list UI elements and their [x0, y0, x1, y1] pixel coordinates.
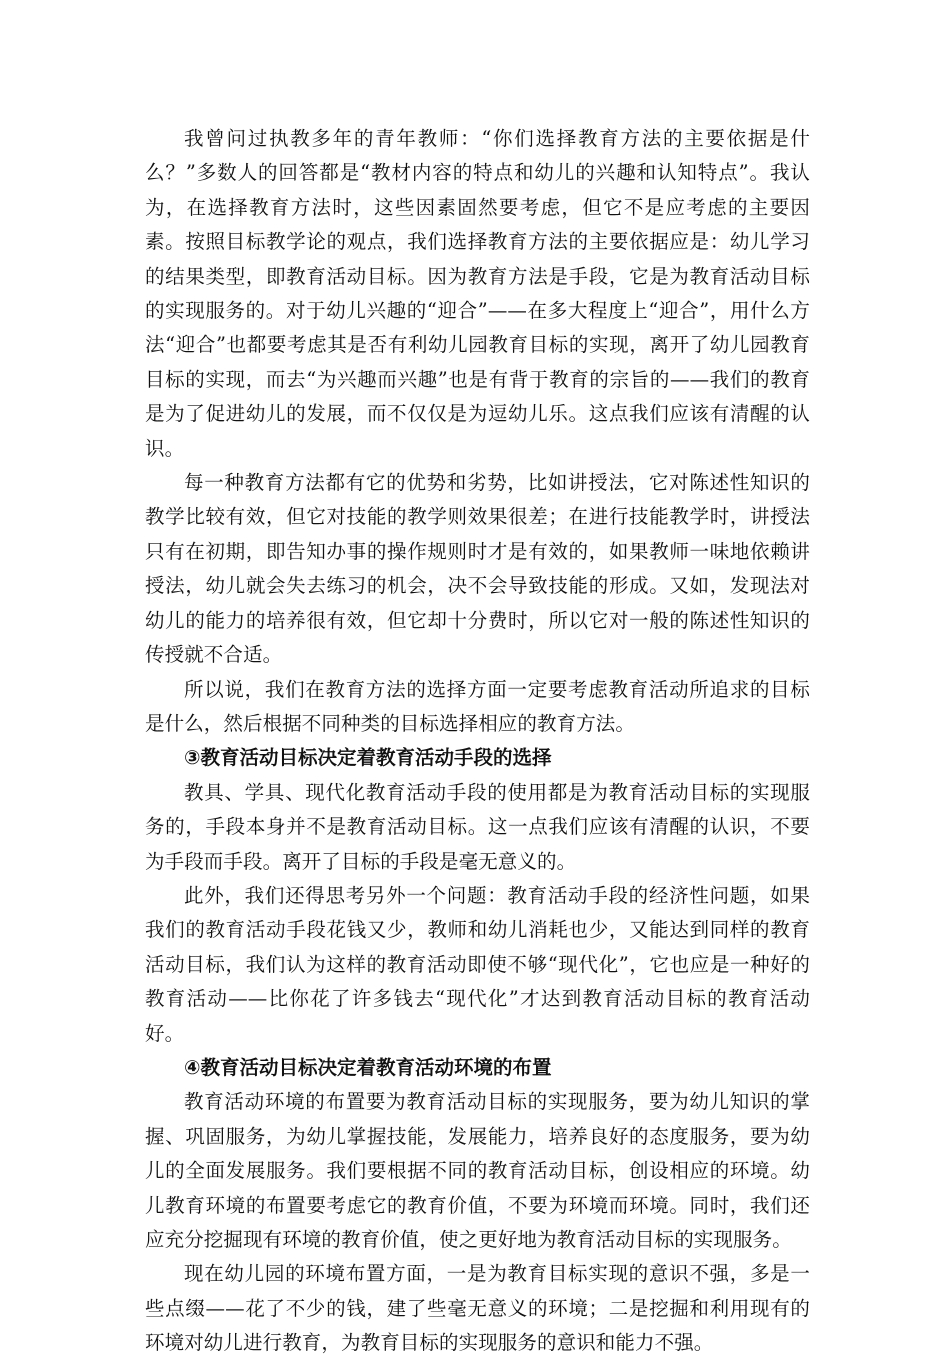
paragraph-method-basis: 我曾问过执教多年的青年教师：“你们选择教育方法的主要依据是什么？”多数人的回答都是“教材内容的特点和幼儿的兴趣和认知特点”。我认为，在选择教育方法时，这些因素固然要考虑，但它不是应考虑的主要因素。按照目标教学论的观点，我们选择教育方法的主要依据应是：幼儿学习的结果类型，即教育活动目标。因为教育方法是手段，它是为教育活动目标的实现服务的。对于幼儿兴趣的“迎合”——在多大程度上“迎合”，用什么方法“迎合”也都要考虑其是否有利幼儿园教育目标的实现，离开了幼儿园教育目标的实现，而去“为兴趣而兴趣”也是有背于教育的宗旨的——我们的教育是为了促进幼儿的发展，而不仅仅是为逗幼儿乐。这点我们应该有清醒的认识。	[145, 127, 810, 460]
document-page	[145, 122, 810, 1361]
paragraph-method-conclusion: 所以说，我们在教育方法的选择方面一定要考虑教育活动所追求的目标是什么，然后根据不同种类的目标选择相应的教育方法。	[145, 677, 810, 735]
paragraph-environment-problems: 现在幼儿园的环境布置方面，一是为教育目标实现的意识不强，多是一些点缀——花了不少的钱，建了些毫无意义的环境；二是挖掘和利用现有的环境对幼儿进行教育，为教育目标的实现服务的意识和能力不强。	[145, 1262, 810, 1355]
paragraph-method-pros-cons: 每一种教育方法都有它的优势和劣势，比如讲授法，它对陈述性知识的教学比较有效，但它对技能的教学则效果很差；在进行技能教学时，讲授法只有在初期，即告知办事的操作规则时才是有效的，如果教师一味地依赖讲授法，幼儿就会失去练习的机会，决不会导致技能的形成。又如，发现法对幼儿的能力的培养很有效，但它却十分费时，所以它对一般的陈述性知识的传授就不合适。	[145, 471, 810, 667]
paragraph-means-service: 教具、学具、现代化教育活动手段的使用都是为教育活动目标的实现服务的，手段本身并不是教育活动目标。这一点我们应该有清醒的认识，不要为手段而手段。离开了目标的手段是毫无意义的。	[145, 780, 810, 873]
paragraph-environment-service: 教育活动环境的布置要为教育活动目标的实现服务，要为幼儿知识的掌握、巩固服务，为幼儿掌握技能，发展能力，培养良好的态度服务，要为幼儿的全面发展服务。我们要根据不同的教育活动目标，创设相应的环境。幼儿教育环境的布置要考虑它的教育价值，不要为环境而环境。同时，我们还应充分挖掘现有环境的教育价值，使之更好地为教育活动目标的实现服务。	[145, 1090, 810, 1251]
paragraph-means-economy: 此外，我们还得思考另外一个问题：教育活动手段的经济性问题，如果我们的教育活动手段花钱又少，教师和幼儿消耗也少，又能达到同样的教育活动目标，我们认为这样的教育活动即使不够“现代化”，它也应是一种好的教育活动——比你花了许多钱去“现代化”才达到教育活动目标的教育活动好。	[145, 883, 810, 1045]
section-heading-environment: ④教育活动目标决定着教育活动环境的布置	[184, 1055, 552, 1079]
section-heading-means: ③教育活动目标决定着教育活动手段的选择	[184, 746, 552, 770]
